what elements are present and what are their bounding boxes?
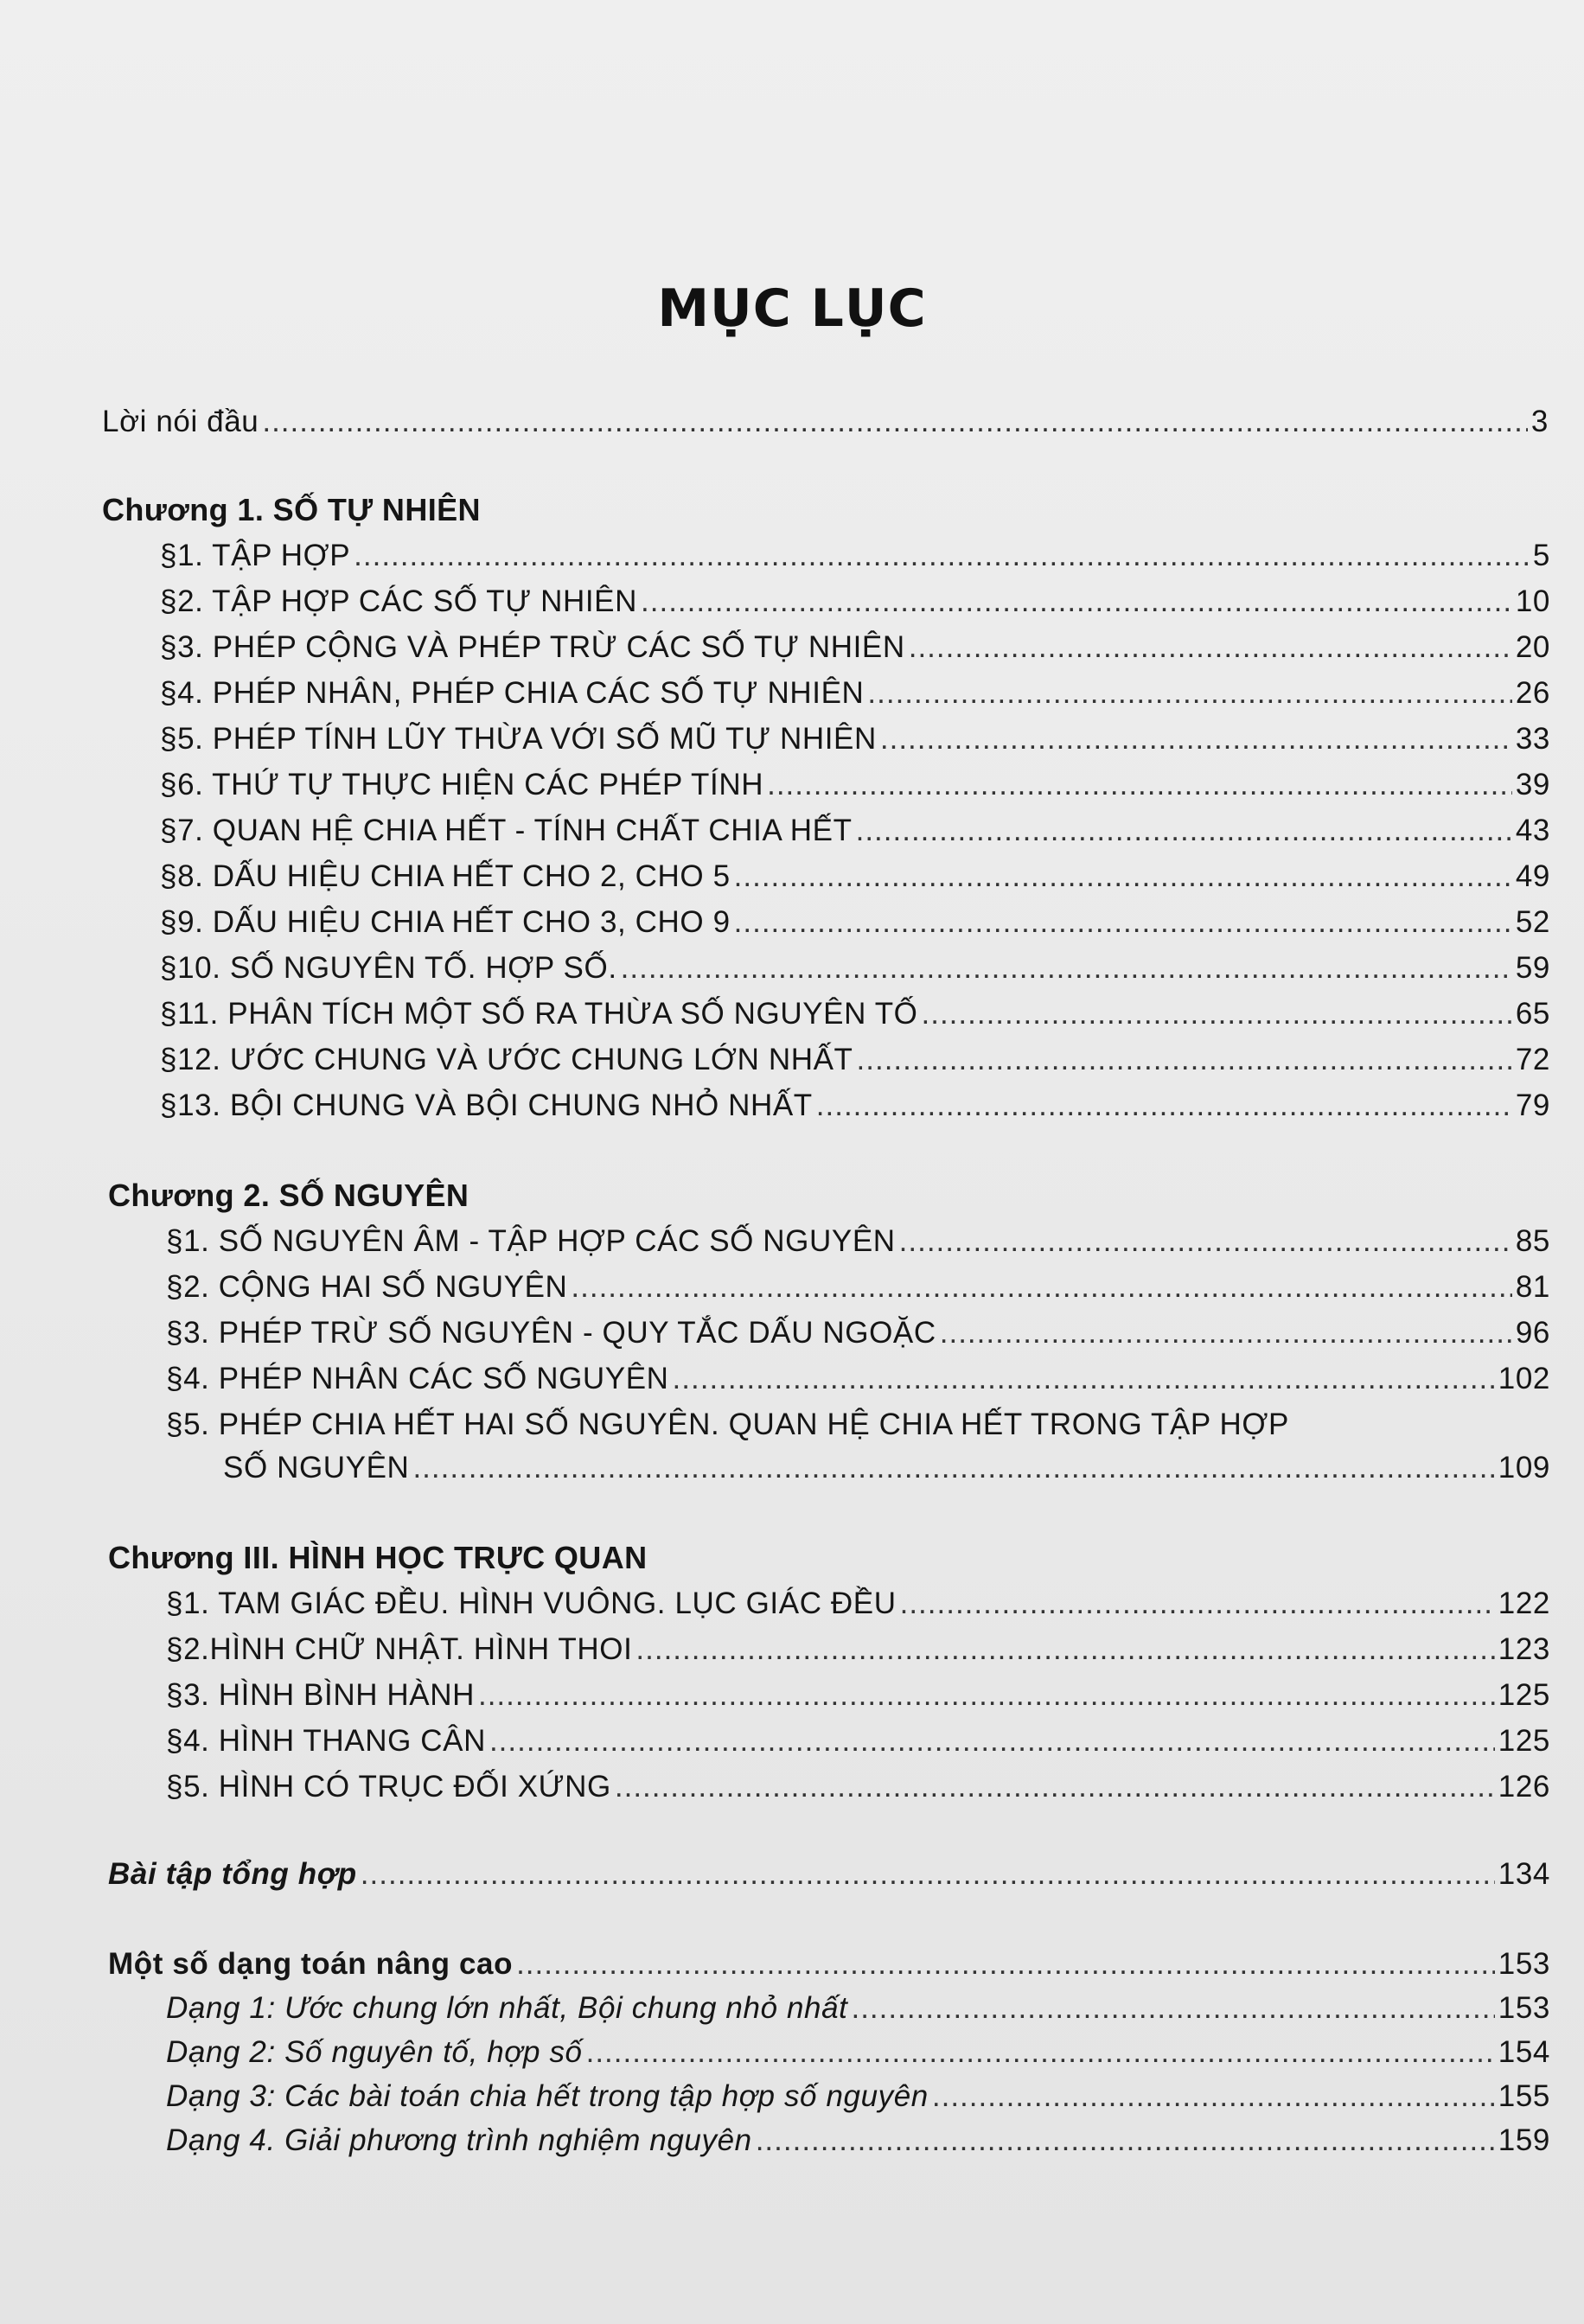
toc-entry-label: Một số dạng toán nâng cao	[108, 1947, 514, 1981]
toc-entry-label: §6. THỨ TỰ THỰC HIỆN CÁC PHÉP TÍNH	[160, 768, 764, 801]
toc-entry-page: 33	[1515, 722, 1550, 756]
toc-entry-label: §4. PHÉP NHÂN CÁC SỐ NGUYÊN	[166, 1362, 669, 1395]
dot-leader	[899, 1223, 1512, 1261]
toc-entry-label: §13. BỘI CHUNG VÀ BỘI CHUNG NHỎ NHẤT	[160, 1089, 813, 1122]
toc-entry	[160, 995, 1550, 1033]
toc-entry	[160, 537, 1550, 575]
dot-leader	[621, 949, 1512, 987]
toc-entry	[160, 674, 1550, 712]
toc-entry	[160, 629, 1550, 667]
toc-entry-label: §2. CỘNG HAI SỐ NGUYÊN	[166, 1270, 568, 1304]
toc-entry-preface	[102, 403, 1549, 441]
toc-entry-page: 72	[1515, 1043, 1550, 1076]
toc-entry-page: 96	[1515, 1316, 1550, 1350]
toc-entry-page: 153	[1498, 1991, 1550, 2025]
toc-entry-label: Dạng 2: Số nguyên tố, hợp số	[166, 2035, 583, 2069]
toc-entry-label: §1. TẬP HỢP	[160, 539, 351, 572]
toc-entry-label: §7. QUAN HỆ CHIA HẾT - TÍNH CHẤT CHIA HẾT	[160, 814, 853, 847]
toc-entry	[166, 1223, 1550, 1261]
dot-leader	[816, 1087, 1512, 1125]
dot-leader	[673, 1360, 1495, 1398]
dot-leader	[361, 1855, 1495, 1893]
dot-leader	[940, 1314, 1512, 1352]
toc-entry-page: 3	[1530, 405, 1549, 438]
toc-entry-line1: §5. PHÉP CHIA HẾT HAI SỐ NGUYÊN. QUAN HỆ CHIA HẾT TRONG TẬP HỢP	[166, 1408, 1289, 1441]
dot-leader	[909, 629, 1512, 667]
dot-leader	[516, 1945, 1495, 1983]
toc-entry-label: §5. PHÉP TÍNH LŨY THỪA VỚI SỐ MŨ TỰ NHIÊN	[160, 722, 877, 756]
toc-entry-page: 109	[1498, 1451, 1550, 1484]
dot-leader	[615, 1768, 1495, 1806]
toc-entry-label: §4. PHÉP NHÂN, PHÉP CHIA CÁC SỐ TỰ NHIÊN	[160, 676, 865, 710]
toc-entry	[160, 720, 1550, 758]
toc-entry-page: 59	[1515, 951, 1550, 985]
toc-entry-label: §10. SỐ NGUYÊN TỐ. HỢP SỐ.	[160, 951, 617, 985]
toc-entry-label: §4. HÌNH THANG CÂN	[166, 1724, 486, 1758]
toc-entry-page: 126	[1498, 1770, 1550, 1804]
toc-entry-page: 122	[1498, 1587, 1550, 1620]
toc-entry	[160, 766, 1550, 804]
toc-entry-label: §1. TAM GIÁC ĐỀU. HÌNH VUÔNG. LỤC GIÁC ĐỀU	[166, 1587, 897, 1620]
dot-leader	[900, 1585, 1495, 1623]
dot-leader	[586, 2034, 1495, 2072]
toc-entry-page: 85	[1515, 1224, 1550, 1258]
toc-entry-label: §9. DẤU HIỆU CHIA HẾT CHO 3, CHO 9	[160, 905, 731, 939]
dot-leader	[867, 674, 1511, 712]
toc-entry-label: §11. PHÂN TÍCH MỘT SỐ RA THỪA SỐ NGUYÊN TỐ	[160, 997, 918, 1031]
toc-entry	[160, 1087, 1550, 1125]
toc-entry-label: Bài tập tổng hợp	[108, 1857, 357, 1891]
toc-entry-page: 123	[1498, 1632, 1550, 1666]
toc-entry-page: 102	[1498, 1362, 1550, 1395]
toc-entry	[166, 1268, 1550, 1306]
toc-entry	[223, 1449, 1550, 1487]
toc-entry	[166, 1768, 1550, 1806]
page-title: MỤC LỤC	[657, 278, 927, 339]
toc-entry	[160, 1041, 1550, 1079]
toc-entry-page: 20	[1515, 630, 1550, 664]
toc-entry	[160, 949, 1550, 987]
dot-leader	[734, 858, 1512, 896]
toc-entry	[166, 2078, 1550, 2116]
toc-entry-label: Dạng 4. Giải phương trình nghiệm nguyên	[166, 2123, 752, 2157]
dot-leader	[478, 1676, 1495, 1714]
toc-entry	[166, 1360, 1550, 1398]
toc-entry-label: §8. DẤU HIỆU CHIA HẾT CHO 2, CHO 5	[160, 859, 731, 893]
toc-entry-page: 159	[1498, 2123, 1550, 2157]
toc-entry	[166, 1722, 1550, 1760]
toc-entry-page: 154	[1498, 2035, 1550, 2069]
dot-leader	[857, 1041, 1512, 1079]
toc-entry-page: 5	[1532, 539, 1550, 572]
toc-entry-page: 65	[1515, 997, 1550, 1031]
dot-leader	[756, 2122, 1495, 2160]
dot-leader	[880, 720, 1512, 758]
dot-leader	[571, 1268, 1511, 1306]
toc-entry-page: 52	[1515, 905, 1550, 939]
dot-leader	[636, 1631, 1494, 1669]
toc-entry-label: §2.HÌNH CHỮ NHẬT. HÌNH THOI	[166, 1632, 633, 1666]
dot-leader	[354, 537, 1530, 575]
toc-entry-label: §12. ƯỚC CHUNG VÀ ƯỚC CHUNG LỚN NHẤT	[160, 1043, 853, 1076]
chapter-heading: Chương III. HÌNH HỌC TRỰC QUAN	[108, 1540, 648, 1575]
toc-entry-label: §3. PHÉP CỘNG VÀ PHÉP TRỪ CÁC SỐ TỰ NHIÊN	[160, 630, 905, 664]
toc-entry-page: 125	[1498, 1678, 1550, 1712]
toc-entry-page: 26	[1515, 676, 1550, 710]
toc-entry-label: §2. TẬP HỢP CÁC SỐ TỰ NHIÊN	[160, 584, 638, 618]
toc-entry-page: 134	[1498, 1857, 1550, 1891]
toc-entry-page: 155	[1498, 2079, 1550, 2113]
toc-entry-label: Dạng 1: Ước chung lớn nhất, Bội chung nhỏ nhất	[166, 1991, 848, 2025]
toc-entry-label: §3. HÌNH BÌNH HÀNH	[166, 1678, 475, 1712]
toc-entry-label: Lời nói đầu	[102, 405, 259, 438]
toc-entry-page: 39	[1515, 768, 1550, 801]
toc-entry-label: §5. HÌNH CÓ TRỤC ĐỐI XỨNG	[166, 1770, 611, 1804]
toc-entry	[166, 1676, 1550, 1714]
dot-leader	[412, 1449, 1494, 1487]
toc-entry	[166, 2122, 1550, 2160]
toc-entry-label: SỐ NGUYÊN	[223, 1451, 410, 1484]
toc-entry-page: 79	[1515, 1089, 1550, 1122]
toc-entry	[160, 858, 1550, 896]
toc-entry-page: 153	[1498, 1947, 1550, 1981]
toc-entry-page: 49	[1515, 859, 1550, 893]
chapter-heading: Chương 1. SỐ TỰ NHIÊN	[102, 492, 481, 527]
dot-leader	[734, 903, 1512, 942]
dot-leader	[851, 1989, 1494, 2027]
dot-leader	[922, 995, 1512, 1033]
toc-entry-page: 10	[1515, 584, 1550, 618]
toc-entry	[166, 1631, 1550, 1669]
dot-leader	[262, 403, 1528, 441]
dot-leader	[932, 2078, 1495, 2116]
toc-entry	[160, 583, 1550, 621]
toc-entry-page: 43	[1515, 814, 1550, 847]
toc-entry-label: Dạng 3: Các bài toán chia hết trong tập hợp số nguyên	[166, 2079, 929, 2113]
toc-entry	[160, 903, 1550, 942]
toc-entry-advanced	[108, 1945, 1550, 1983]
chapter-heading: Chương 2. SỐ NGUYÊN	[108, 1178, 469, 1213]
toc-entry	[166, 2034, 1550, 2072]
toc-entry-label: §3. PHÉP TRỪ SỐ NGUYÊN - QUY TẮC DẤU NGOẶC	[166, 1316, 936, 1350]
dot-leader	[641, 583, 1512, 621]
toc-entry-review	[108, 1855, 1550, 1893]
dot-leader	[856, 812, 1512, 850]
toc-entry	[166, 1989, 1550, 2027]
dot-leader	[767, 766, 1512, 804]
toc-entry	[166, 1585, 1550, 1623]
toc-entry-label: §1. SỐ NGUYÊN ÂM - TẬP HỢP CÁC SỐ NGUYÊN	[166, 1224, 896, 1258]
toc-entry-page: 81	[1515, 1270, 1550, 1304]
dot-leader	[489, 1722, 1495, 1760]
toc-entry	[166, 1314, 1550, 1352]
toc-entry	[160, 812, 1550, 850]
toc-entry-page: 125	[1498, 1724, 1550, 1758]
